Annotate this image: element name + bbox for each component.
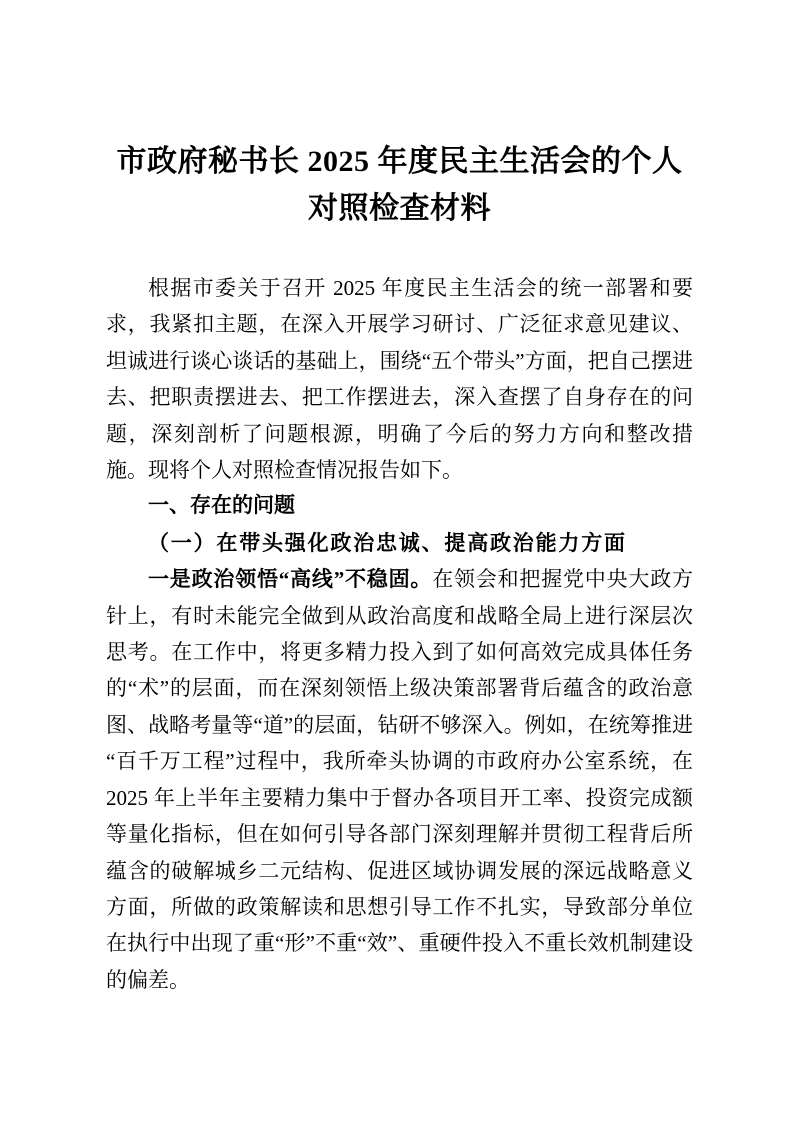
problem-1-body-text: 在领会和把握党中央大政方针上，有时未能完全做到从政治高度和战略全局上进行深层次思考。在工作中，将更多精力投入到了如何高效完成具体任务的“术”的层面，而在深刻领悟上级决策部署背后蕴含的政治意图、战略考量等“道”的层面，钻研不够深入。例如，在统筹推进“百千万工程”过程中，我所牵头协调的市政府办公室系统，在 2025 年上半年主要精力集中于督办各项目开工率、投资完成额等量化指标，但在如何引导各部门深刻理解并贯彻工程背后所蕴含的破解城乡二元结构、促进区域协调发展的深远战略意义方面，所做的政策解读和思想引导工作不扎实，导致部分单位在执行中出现了重“形”不重“效”、重硬件投入不重长效机制建设的偏差。 — [106, 567, 694, 992]
document-title-line-2: 对照检查材料 — [308, 192, 491, 225]
section-1-heading: 一、存在的问题 — [148, 494, 295, 518]
intro-paragraph: 根据市委关于召开 2025 年度民主生活会的统一部署和要求，我紧扣主题，在深入开展学习研讨、广泛征求意见建议、坦诚进行谈心谈话的基础上，围绕“五个带头”方面，把自己摆进去、把职责摆进去、把工作摆进去，深入查摆了自身存在的问题，深刻剖析了问题根源，明确了今后的努力方向和整改措施。现将个人对照检查情况报告如下。 — [106, 276, 693, 483]
document-title-line-1: 市政府秘书长 2025 年度民主生活会的个人 — [116, 145, 683, 178]
problem-1-paragraph — [106, 561, 693, 998]
problem-1-lead-sentence: 一是政治领悟“高线”不稳固。 — [148, 567, 433, 592]
subsection-1-1-heading: （一）在带头强化政治忠诚、提高政治能力方面 — [148, 530, 627, 555]
document-title — [106, 138, 693, 232]
